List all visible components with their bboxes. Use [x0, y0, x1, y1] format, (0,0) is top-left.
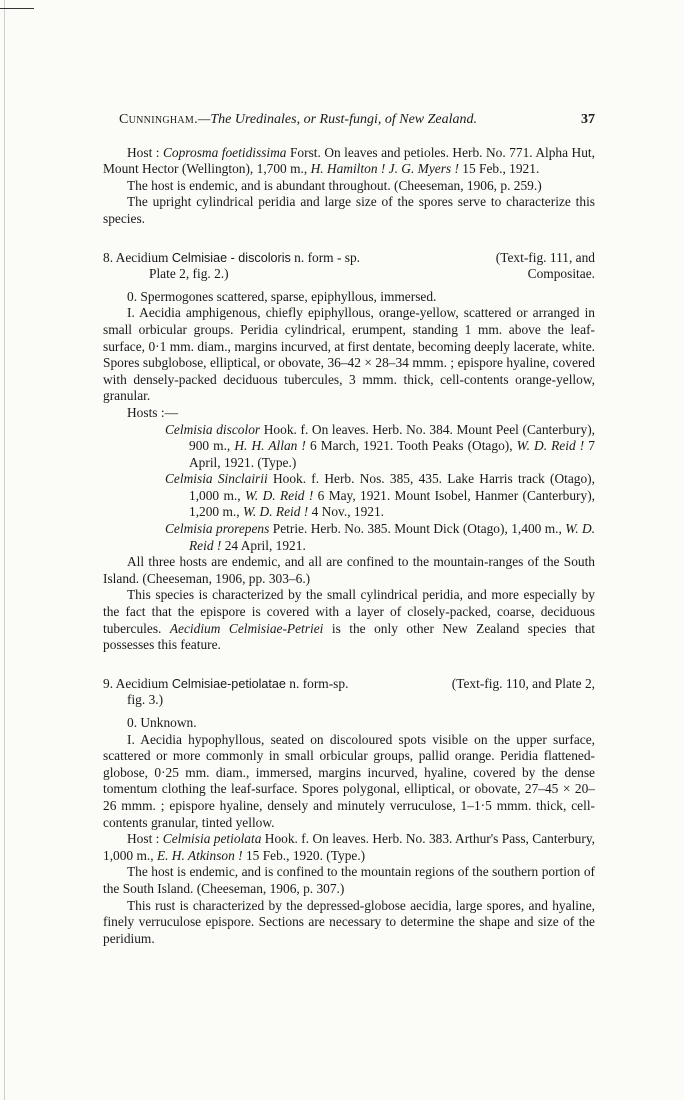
intro-endemic: The host is endemic, and is abundant throughout. (Cheeseman, 1906, p. 259.): [127, 177, 542, 193]
page-edge-line: [4, 0, 5, 1100]
species-name: Celmisiae - discoloris: [171, 250, 291, 265]
unknown-stage: 0. Unknown.: [127, 715, 197, 730]
family-name: Compositae.: [527, 266, 595, 282]
endemic-note: The host is endemic, and is confined to the mountain regions of the southern portion of the South Island. (Cheeseman, 1906, p. 307.): [103, 864, 595, 896]
header-author: Cunningham.: [119, 112, 198, 127]
aecidia-description: I. Aecidia hypophyllous, seated on discoloured spots visible on the upper surface, scattered or more commonly in small orbicular groups, pallid orange. Peridia flattened-globose, 0·25 mm. diam., immersed, margins incurved, hyaline, covered by the dense tomentum clothing the leaf-surface. Spores polygonal, elliptical, or obovate, 27–45 × 20–26 mmm. ; epispore hyaline, densely and minutely verruculose, 1–1·5 mmm. thick, cell-contents granular, tinted yellow.: [103, 731, 595, 830]
characterize-note: This species is characterized by the small cylindrical peridia, and more especially by the fact that the epispore is covered with a layer of closely-packed, coarse, deciduous tubercules. Aecidium Celmisiae-Petriei is the only other New Zealand species that possesses this feature.: [103, 587, 595, 653]
header-title: —The Uredinales, or Rust-fungi, of New Zealand.: [197, 112, 478, 127]
page-body: [103, 112, 595, 947]
host-entry: Celmisia Sinclairii Hook. f. Herb. Nos. 385, 435. Lake Harris track (Otago), 1,000 m., W. D. Reid ! 6 May, 1921. Mount Isobel, Hanmer (Canterbury), 1,200 m., W. D. Reid ! 4 Nov., 1921.: [165, 471, 596, 520]
section-8: 8. Aecidium Celmisiae - discoloris n. form - sp. (Text-fig. 111, and Plate 2, fig. 2.) Compositae. 0. Spermogones scattered, sparse, epiphyllous, immersed. I. Aecidia amphigenous, chiefly epiphyllous, orange-yellow, scattered or arranged in small orbicular groups. Peridia cylindrical, erumpent, standing 1 mm. above the leaf-surface, 0·1 mm. diam., margins incurved, at first dentate, becoming deeply lacerate, white. Spores subglobose, elliptical, or obovate, 36–42 × 28–34 mmm. ; epispore hyaline, covered with densely-packed deciduous tubercules, 3 mmm. thick, cell-contents orange-yellow, granular. Hosts :— Celmisia discolor Hook. f. On leaves. Herb. No. 384. Mount Peel (Canterbury), 900 m., H. H. Allan ! 6 March, 1921. Tooth Peaks (Otago), W. D. Reid ! 7 April, 1921. (Type.) Celmisia Sinclairii Hook. f. Herb. Nos. 385, 435. Lake Harris track (Otago), 1,000 m., W. D. Reid ! 6 May, 1921. Mount Isobel, Hanmer (Canterbury), 1,200 m., W. D. Reid ! 4 Nov., 1921. Celmisia prorepens Petrie. Herb. No. 385. Mount Dick (Otago), 1,400 m., W. D. Reid ! 24 April, 1921. All three hosts are endemic, and all are confined to the mountain-ranges of the South Island. (Cheeseman, 1906, pp. 303–6.) This species is characterized by the small cylindrical peridia, and more especially by the fact that the epispore is covered with a layer of closely-packed, coarse, deciduous tubercules. Aecidium Celmisiae-Petriei is the only other New Zealand species that possesses this feature.: [103, 249, 596, 653]
page-number: 37: [581, 112, 595, 127]
running-header: [119, 112, 595, 129]
host-entry: Celmisia discolor Hook. f. On leaves. Herb. No. 384. Mount Peel (Canterbury), 900 m., H. H. Allan ! 6 March, 1921. Tooth Peaks (Otago), W. D. Reid ! 7 April, 1921. (Type.): [165, 421, 596, 470]
section-9: 9. Aecidium Celmisiae-petiolatae n. form-sp. (Text-fig. 110, and Plate 2, fig. 3.) 0. Unknown. I. Aecidia hypophyllous, seated on discoloured spots visible on the upper surface, scattered or more commonly in small orbicular groups, pallid orange. Peridia flattened-globose, 0·25 mm. diam., immersed, margins incurved, hyaline, covered by the dense tomentum clothing the leaf-surface. Spores polygonal, elliptical, or obovate, 27–45 × 20–26 mmm. ; epispore hyaline, densely and minutely verruculose, 1–1·5 mmm. thick, cell-contents granular, tinted yellow. Host : Celmisia petiolata Hook. f. On leaves. Herb. No. 383. Arthur's Pass, Canterbury, 1,000 m., E. H. Atkinson ! 15 Feb., 1920. (Type.) The host is endemic, and is confined to the mountain regions of the southern portion of the South Island. (Cheeseman, 1906, p. 307.) This rust is characterized by the depressed-globose aecidia, large spores, and hyaline, finely verruculose epispore. Sections are necessary to determine the shape and size of the peridium.: [103, 675, 595, 946]
hosts-label: Hosts :—: [127, 404, 178, 420]
intro-host: Host : Coprosma foetidissima Forst. On leaves and petioles. Herb. No. 771. Alpha Hut, Mount Hector (Wellington), 1,700 m., H. Hamilton ! J. G. Myers ! 15 Feb., 1921.: [103, 144, 595, 177]
host-entry: Celmisia prorepens Petrie. Herb. No. 385. Mount Dick (Otago), 1,400 m., W. D. Reid ! 24 April, 1921.: [165, 521, 595, 553]
host-line: Host : Celmisia petiolata Hook. f. On leaves. Herb. No. 383. Arthur's Pass, Canterbury, 1,000 m., E. H. Atkinson ! 15 Feb., 1920. (Type.): [103, 831, 595, 863]
section-9-title: 9. Aecidium Celmisiae-petiolatae n. form-sp. (Text-fig. 110, and Plate 2,: [103, 675, 595, 691]
aecidia-description: I. Aecidia amphigenous, chiefly epiphyllous, orange-yellow, scattered or arranged in small orbicular groups. Peridia cylindrical, erumpent, standing 1 mm. above the leaf-surface, 0·1 mm. diam., margins incurved, at first dentate, becoming deeply lacerate, white. Spores subglobose, elliptical, or obovate, 36–42 × 28–34 mmm. ; epispore hyaline, covered with densely-packed deciduous tubercules, 3 mmm. thick, cell-contents orange-yellow, granular.: [103, 305, 595, 404]
endemic-note: All three hosts are endemic, and all are confined to the mountain-ranges of the South Island. (Cheeseman, 1906, pp. 303–6.): [103, 554, 595, 586]
top-rule: [0, 8, 34, 9]
species-name: Celmisiae-petiolatae: [171, 676, 286, 691]
spermogones: 0. Spermogones scattered, sparse, epiphyllous, immersed.: [127, 288, 437, 304]
intro-characterize: The upright cylindrical peridia and large size of the spores serve to characterize this species.: [103, 194, 595, 226]
section-8-title: 8. Aecidium Celmisiae - discoloris n. form - sp. (Text-fig. 111, and: [103, 249, 595, 265]
characterize-note: This rust is characterized by the depressed-globose aecidia, large spores, and hyaline, finely verruculose epispore. Sections are necessary to determine the shape and size of the peridium.: [103, 897, 595, 946]
